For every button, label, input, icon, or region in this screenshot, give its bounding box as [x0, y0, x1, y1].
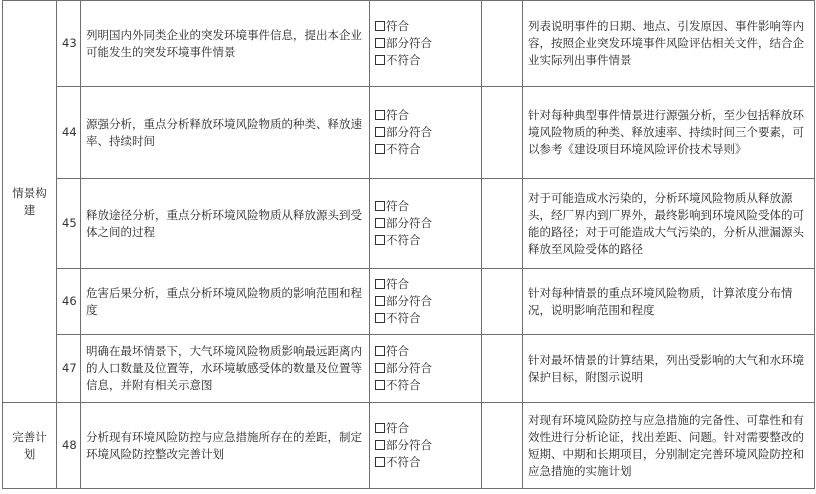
checkbox-icon[interactable] [375, 127, 385, 137]
remarks-cell [482, 335, 523, 403]
table-row [3, 403, 815, 489]
option-conform[interactable]: 符合 [375, 343, 476, 360]
option-partial[interactable]: 部分符合 [375, 437, 476, 454]
option-partial[interactable]: 部分符合 [375, 124, 476, 141]
remarks-cell [482, 403, 523, 489]
option-conform[interactable]: 符合 [375, 18, 476, 35]
remarks-cell [482, 1, 523, 87]
item-description: 明确在最坏情景下，大气环境风险物质影响最远距离内的人口数量及位置等，水环境敏感受体的数量及位置等信息，并附有相关示意图 [81, 335, 370, 403]
item-note: 针对每种情景的重点环境风险物质，计算浓度分布情况，说明影响范围和程度 [523, 269, 815, 335]
category-cell [3, 403, 57, 489]
remarks-cell [482, 269, 523, 335]
item-note: 列表说明事件的日期、地点、引发原因、事件影响等内容，按照企业突发环境事件风险评估相关文件，结合企业实际列出事件情景 [523, 1, 815, 87]
table-row [3, 1, 815, 87]
checkbox-icon[interactable] [375, 21, 385, 31]
item-description: 危害后果分析，重点分析环境风险物质的影响范围和程度 [81, 269, 370, 335]
item-description: 列明国内外同类企业的突发环境事件信息，提出本企业可能发生的突发环境事件情景 [81, 1, 370, 87]
table-row [3, 269, 815, 335]
checkbox-icon[interactable] [375, 279, 385, 289]
option-partial[interactable]: 部分符合 [375, 360, 476, 377]
item-note: 针对每种典型事件情景进行源强分析，至少包括释放环境风险物质的种类、释放速率、持续时间三个要素，可以参考《建设项目环境风险评价技术导则》 [523, 87, 815, 179]
options-cell [370, 403, 482, 489]
item-number: 44 [57, 87, 81, 179]
options-cell [370, 269, 482, 335]
item-number: 47 [57, 335, 81, 403]
options-cell [370, 335, 482, 403]
category-cell [3, 1, 57, 403]
option-nonconform[interactable]: 不符合 [375, 141, 476, 158]
checkbox-icon[interactable] [375, 218, 385, 228]
item-note: 针对最坏情景的计算结果，列出受影响的大气和水环境保护目标，附图示说明 [523, 335, 815, 403]
checkbox-icon[interactable] [375, 363, 385, 373]
checkbox-icon[interactable] [375, 440, 385, 450]
item-description: 源强分析，重点分析释放环境风险物质的种类、释放速率、持续时间 [81, 87, 370, 179]
checkbox-icon[interactable] [375, 55, 385, 65]
category-label: 情景构建 [12, 185, 47, 217]
checkbox-icon[interactable] [375, 38, 385, 48]
option-partial[interactable]: 部分符合 [375, 35, 476, 52]
checkbox-icon[interactable] [375, 201, 385, 211]
option-nonconform[interactable]: 不符合 [375, 52, 476, 69]
option-nonconform[interactable]: 不符合 [375, 377, 476, 394]
table-row [3, 179, 815, 269]
remarks-cell [482, 87, 523, 179]
checkbox-icon[interactable] [375, 235, 385, 245]
item-number: 48 [57, 403, 81, 489]
option-nonconform[interactable]: 不符合 [375, 232, 476, 249]
checkbox-icon[interactable] [375, 423, 385, 433]
checkbox-icon[interactable] [375, 313, 385, 323]
option-conform[interactable]: 符合 [375, 276, 476, 293]
remarks-cell [482, 179, 523, 269]
item-note: 对于可能造成水污染的，分析环境风险物质从释放源头，经厂界内到厂界外，最终影响到环境风险受体的可能的路径；对于可能造成大气污染的，分析从泄漏源头释放至风险受体的路径 [523, 179, 815, 269]
table-row [3, 87, 815, 179]
option-conform[interactable]: 符合 [375, 198, 476, 215]
options-cell [370, 179, 482, 269]
item-number: 45 [57, 179, 81, 269]
checkbox-icon[interactable] [375, 380, 385, 390]
checkbox-icon[interactable] [375, 346, 385, 356]
category-label: 完善计划 [12, 429, 47, 461]
checklist-table [2, 0, 815, 489]
item-number: 43 [57, 1, 81, 87]
item-number: 46 [57, 269, 81, 335]
option-conform[interactable]: 符合 [375, 420, 476, 437]
item-description: 分析现有环境风险防控与应急措施所存在的差距，制定环境风险防控整改完善计划 [81, 403, 370, 489]
checkbox-icon[interactable] [375, 144, 385, 154]
options-cell [370, 87, 482, 179]
item-note: 对现有环境风险防控与应急措施的完备性、可靠性和有效性进行分析论证，找出差距、问题。针对需要整改的短期、中期和长期项目，分别制定完善环境风险防控和应急措施的实施计划 [523, 403, 815, 489]
option-partial[interactable]: 部分符合 [375, 293, 476, 310]
option-partial[interactable]: 部分符合 [375, 215, 476, 232]
checkbox-icon[interactable] [375, 110, 385, 120]
item-description: 释放途径分析，重点分析环境风险物质从释放源头到受体之间的过程 [81, 179, 370, 269]
options-cell [370, 1, 482, 87]
checkbox-icon[interactable] [375, 296, 385, 306]
checkbox-icon[interactable] [375, 457, 385, 467]
table-row [3, 335, 815, 403]
option-conform[interactable]: 符合 [375, 107, 476, 124]
option-nonconform[interactable]: 不符合 [375, 310, 476, 327]
option-nonconform[interactable]: 不符合 [375, 454, 476, 471]
